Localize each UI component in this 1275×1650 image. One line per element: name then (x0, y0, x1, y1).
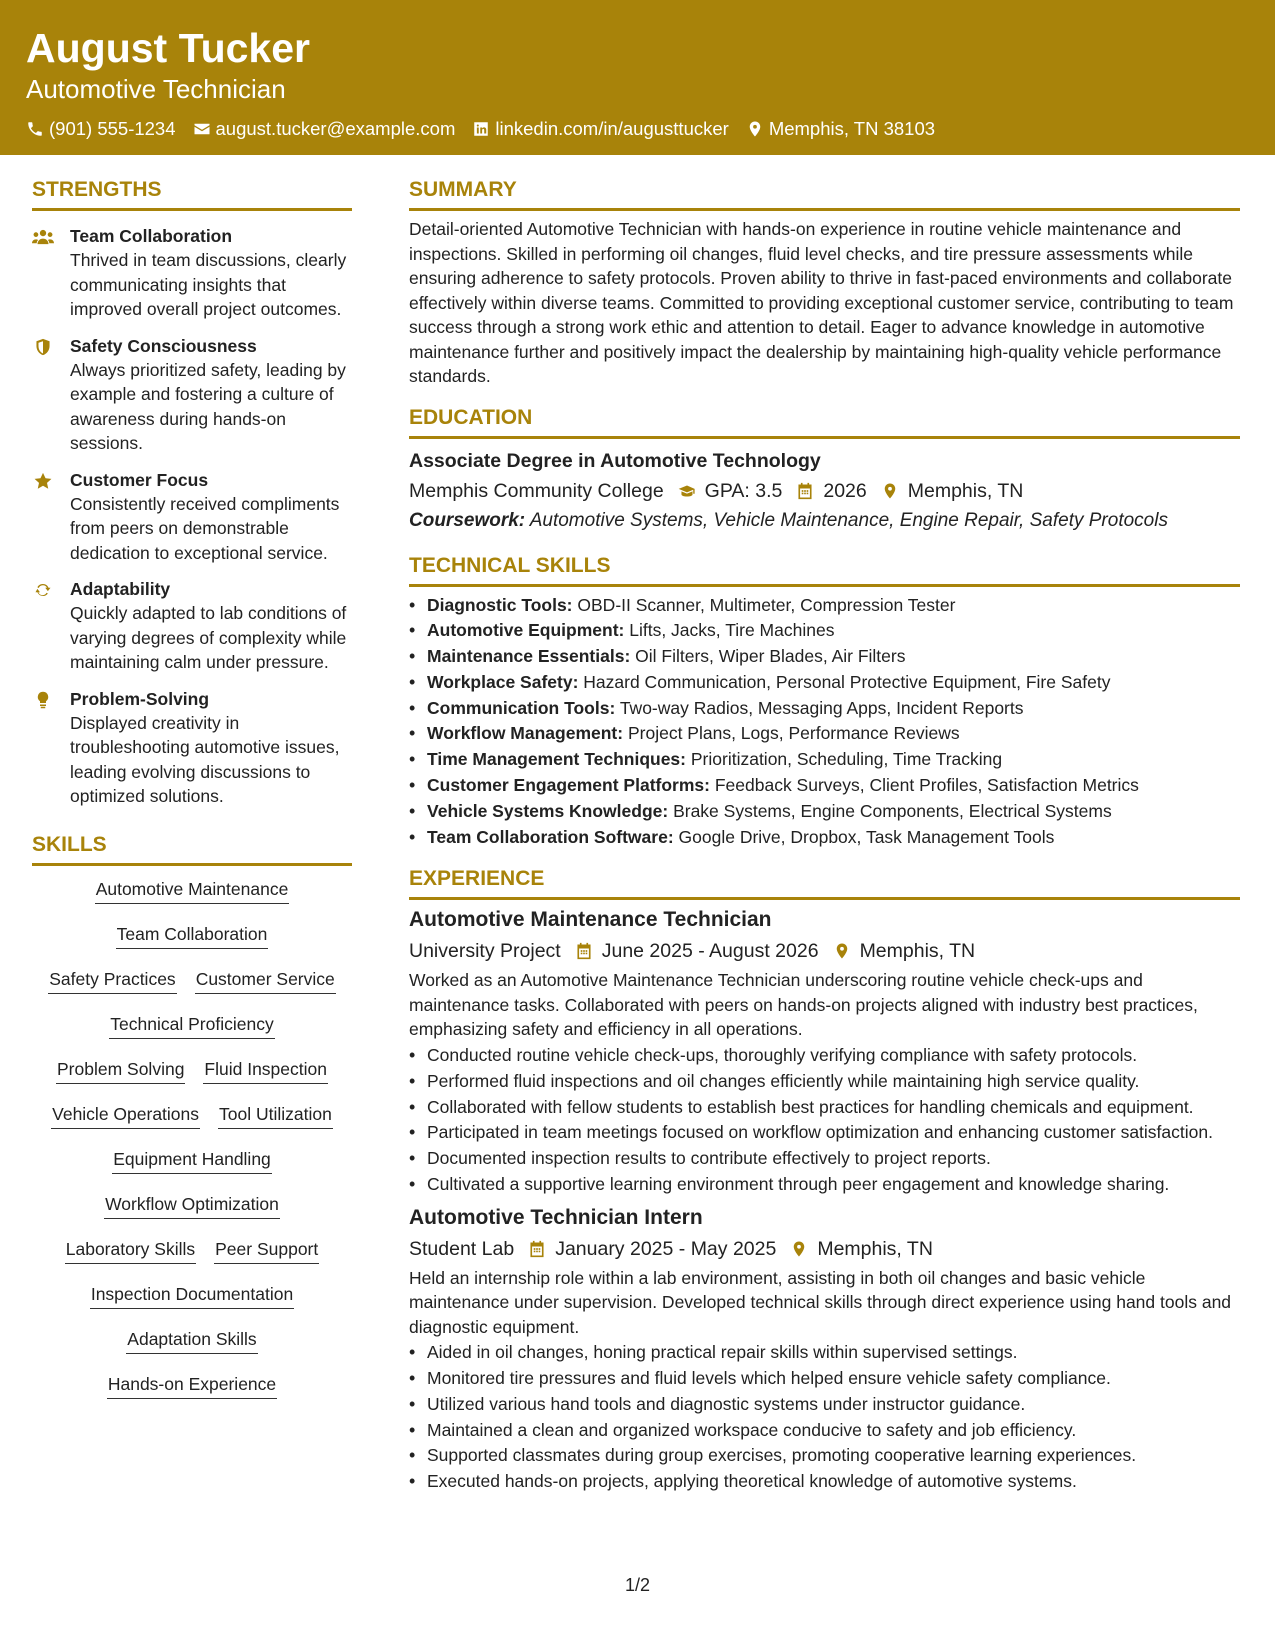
skills-row (51, 1103, 333, 1148)
tech-skill-value: Project Plans, Logs, Performance Reviews (627, 723, 960, 744)
strength-desc: Consistently received compliments from peers on demonstrable dedication to exceptional service. (70, 493, 340, 563)
skill-tag: Team Collaboration (116, 923, 269, 949)
degree-title: Associate Degree in Automotive Technology (409, 449, 821, 472)
strength-desc: Always prioritized safety, leading by example and fostering a culture of awareness during hands-on sessions. (70, 359, 346, 453)
tech-skill-value: Lifts, Jacks, Tire Machines (629, 620, 835, 641)
candidate-name: August Tucker (26, 25, 310, 71)
job-bullets (409, 1340, 1240, 1495)
tech-skill-label: Diagnostic Tools: (427, 594, 573, 615)
job-description: Worked as an Automotive Maintenance Technician underscoring routine vehicle check-ups and maintenance tasks. Collaborated with peers on hands-on projects aligned with industry best practices, emphasizing safety and efficiency in all operations. (409, 970, 1198, 1040)
skill-tag: Peer Support (214, 1238, 319, 1264)
linkedin-icon (472, 120, 490, 138)
calendar-icon (575, 942, 593, 960)
tech-skill-value: OBD-II Scanner, Multimeter, Compression Tester (577, 594, 956, 615)
tech-skill-value: Hazard Communication, Personal Protective Equipment, Fire Safety (583, 671, 1111, 692)
map-marker-icon (790, 1240, 808, 1258)
skill-tag: Automotive Maintenance (95, 878, 290, 904)
list-item (409, 670, 1240, 696)
skill-tag: Tool Utilization (218, 1103, 333, 1129)
skills-row (107, 1373, 277, 1418)
skills-row (56, 1058, 328, 1103)
tech-skill-value: Brake Systems, Engine Components, Electrical Systems (673, 800, 1112, 821)
strength-desc: Quickly adapted to lab conditions of varying degrees of complexity while maintaining calm under pressure. (70, 603, 347, 672)
map-marker-icon (833, 942, 851, 960)
tech-skill-value: Feedback Surveys, Client Profiles, Satisfaction Metrics (714, 775, 1139, 796)
strength-desc: Thrived in team discussions, clearly communicating insights that improved overall project outcomes. (70, 250, 347, 319)
job-org: Student Lab (409, 1237, 515, 1260)
year-item (796, 477, 866, 505)
skill-tag: Workflow Optimization (104, 1193, 280, 1219)
graduation-cap-icon (678, 482, 696, 500)
job-org: University Project (409, 940, 561, 963)
left-column (32, 177, 352, 1418)
coursework-label: Coursework: (409, 509, 526, 531)
skills-row (112, 1148, 272, 1193)
lightbulb-icon (32, 691, 54, 709)
skills-row (48, 968, 336, 1013)
skills-row (109, 1013, 274, 1058)
skill-tag: Fluid Inspection (203, 1058, 328, 1084)
job-entry (409, 906, 1240, 1197)
list-item: • Participated in team meetings focused on workflow optimization and enhancing customer satisfaction. (409, 1120, 1240, 1146)
right-column (409, 177, 1240, 1495)
job-dates: June 2025 - August 2026 (601, 940, 819, 963)
job-bullets (409, 1043, 1240, 1198)
strength-item (32, 577, 352, 675)
gpa-text: GPA: 3.5 (704, 479, 783, 502)
skill-tag: Safety Practices (48, 968, 176, 994)
list-item (409, 644, 1240, 670)
job-location-item (833, 937, 976, 965)
contact-phone[interactable] (26, 118, 176, 140)
candidate-title: Automotive Technician (26, 74, 286, 104)
strength-title: Adaptability (70, 579, 171, 599)
tech-skill-label: Workflow Management: (427, 723, 624, 744)
job-title: Automotive Maintenance Technician (409, 908, 772, 932)
year-text: 2026 (823, 479, 867, 502)
job-dates: January 2025 - May 2025 (555, 1237, 777, 1260)
strength-title: Safety Consciousness (70, 335, 257, 356)
job-meta (409, 1235, 1240, 1263)
list-item (409, 747, 1240, 773)
contact-linkedin-text: linkedin.com/in/augusttucker (495, 118, 729, 139)
skill-tag: Adaptation Skills (126, 1328, 257, 1354)
list-item: • Maintained a clean and organized workspace conducive to safety and job efficiency. (409, 1418, 1240, 1444)
skills-row (104, 1193, 280, 1238)
list-item: • Utilized various hand tools and diagnostic systems under instructor guidance. (409, 1392, 1240, 1418)
skill-tag: Customer Service (195, 968, 336, 994)
contact-email-text: august.tucker@example.com (215, 118, 456, 139)
tech-skill-label: Customer Engagement Platforms: (427, 775, 710, 796)
location-item (881, 477, 1024, 505)
technical-skills-heading: TECHNICAL SKILLS (409, 553, 1240, 587)
tech-skill-label: Automotive Equipment: (427, 620, 625, 641)
skills-row (65, 1238, 320, 1283)
list-item: • Executed hands-on projects, applying theoretical knowledge of automotive systems. (409, 1469, 1240, 1495)
strength-item (32, 468, 352, 566)
list-item (409, 825, 1240, 851)
list-item: • Monitored tire pressures and fluid levels which helped ensure vehicle safety compliance. (409, 1366, 1240, 1392)
summary-heading: SUMMARY (409, 177, 1240, 211)
list-item (409, 696, 1240, 722)
skill-tag: Hands-on Experience (107, 1373, 277, 1399)
list-item: • Collaborated with fellow students to establish best practices for handling chemicals and equipment. (409, 1095, 1240, 1121)
strengths-heading: STRENGTHS (32, 177, 352, 211)
tech-skill-label: Team Collaboration Software: (427, 826, 674, 847)
list-item: • Aided in oil changes, honing practical repair skills within supervised settings. (409, 1340, 1240, 1366)
skill-tag: Laboratory Skills (65, 1238, 196, 1264)
technical-skills-list (409, 593, 1240, 851)
phone-icon (26, 120, 44, 138)
tech-skill-label: Maintenance Essentials: (427, 646, 631, 667)
contact-location-text: Memphis, TN 38103 (768, 118, 936, 139)
job-dates-item (528, 1235, 776, 1263)
envelope-icon (193, 120, 211, 138)
education-meta (409, 477, 1240, 505)
tech-skill-label: Vehicle Systems Knowledge: (427, 800, 669, 821)
skills-list (32, 878, 352, 1418)
job-dates-item (575, 937, 819, 965)
list-item: • Cultivated a supportive learning environment through peer engagement and knowledge sharing. (409, 1172, 1240, 1198)
coursework-text: Automotive Systems, Vehicle Maintenance, Engine Repair, Safety Protocols (529, 509, 1168, 531)
job-location-item (790, 1235, 933, 1263)
job-meta (409, 937, 1240, 965)
skill-tag: Problem Solving (56, 1058, 185, 1084)
location-text: Memphis, TN (907, 479, 1024, 502)
skill-tag: Inspection Documentation (90, 1283, 294, 1309)
summary-text: Detail-oriented Automotive Technician with hands-on experience in routine vehicle maintenance and inspections. Skilled in performing oil changes, fluid level checks, and tire pressure assessments while ensuring adherence to safety protocols. Proven ability to thrive in fast-paced environments and collaborate effectively within diverse teams. Committed to providing exceptional customer service, contributing to team success through a strong work ethic and attention to detail. Eager to advance knowledge in automotive maintenance further and positively impact the dealership by maintaining high-quality vehicle performance standards. (409, 219, 1234, 386)
contact-email[interactable] (193, 118, 456, 140)
skill-tag: Technical Proficiency (109, 1013, 274, 1039)
job-title: Automotive Technician Intern (409, 1205, 703, 1229)
calendar-icon (796, 482, 814, 500)
tech-skill-label: Communication Tools: (427, 697, 616, 718)
skills-row (95, 878, 290, 923)
strength-title: Team Collaboration (70, 226, 233, 246)
strength-item (32, 334, 352, 456)
school-name: Memphis Community College (409, 479, 664, 502)
education-heading: EDUCATION (409, 405, 1240, 439)
list-item: • Documented inspection results to contribute effectively to project reports. (409, 1146, 1240, 1172)
strength-desc: Displayed creativity in troubleshooting automotive issues, leading evolving discussions to optimized solutions. (70, 712, 340, 806)
coursework-line (409, 507, 1240, 535)
job-location: Memphis, TN (859, 940, 976, 963)
gpa-item (678, 477, 783, 505)
skills-row (126, 1328, 257, 1373)
list-item: • Performed fluid inspections and oil changes efficiently while maintaining high service quality. (409, 1069, 1240, 1095)
list-item (409, 618, 1240, 644)
star-icon (32, 472, 54, 490)
strength-title: Problem-Solving (70, 688, 210, 709)
skills-row (116, 923, 269, 968)
skills-row (90, 1283, 294, 1328)
list-item (409, 773, 1240, 799)
job-entry (409, 1204, 1240, 1495)
map-marker-icon (881, 482, 899, 500)
page-number: 1/2 (624, 1575, 651, 1595)
contact-bar (26, 118, 1249, 140)
skill-tag: Equipment Handling (112, 1148, 272, 1174)
tech-skill-value: Two-way Radios, Messaging Apps, Incident Reports (619, 697, 1024, 718)
list-item: • Conducted routine vehicle check-ups, thoroughly verifying compliance with safety protocols. (409, 1043, 1240, 1069)
contact-linkedin[interactable] (472, 118, 728, 140)
tech-skill-label: Time Management Techniques: (427, 749, 686, 770)
contact-location (746, 118, 935, 140)
strength-title: Customer Focus (70, 469, 209, 490)
list-item: • Supported classmates during group exercises, promoting cooperative learning experiences. (409, 1443, 1240, 1469)
tech-skill-value: Prioritization, Scheduling, Time Tracking (690, 749, 1003, 770)
skills-heading: SKILLS (32, 832, 352, 866)
job-description: Held an internship role within a lab environment, assisting in both oil changes and basic vehicle maintenance under supervision. Developed technical skills through direct experience using hand tools and diagnostic equipment. (409, 1267, 1232, 1337)
tech-skill-label: Workplace Safety: (427, 671, 579, 692)
tech-skill-value: Oil Filters, Wiper Blades, Air Filters (635, 646, 906, 667)
resume-header (0, 0, 1275, 155)
users-icon (32, 228, 54, 246)
strength-item (32, 224, 352, 322)
experience-heading: EXPERIENCE (409, 866, 1240, 900)
list-item (409, 721, 1240, 747)
list-item (409, 593, 1240, 619)
job-location: Memphis, TN (817, 1237, 933, 1260)
list-item (409, 799, 1240, 825)
tech-skill-value: Google Drive, Dropbox, Task Management Tools (678, 826, 1055, 847)
calendar-icon (528, 1240, 546, 1258)
strength-item (32, 687, 352, 809)
skill-tag: Vehicle Operations (51, 1103, 200, 1129)
shield-icon (32, 338, 54, 356)
map-marker-icon (746, 120, 764, 138)
contact-phone-text: (901) 555-1234 (49, 118, 176, 139)
refresh-icon (32, 581, 54, 599)
